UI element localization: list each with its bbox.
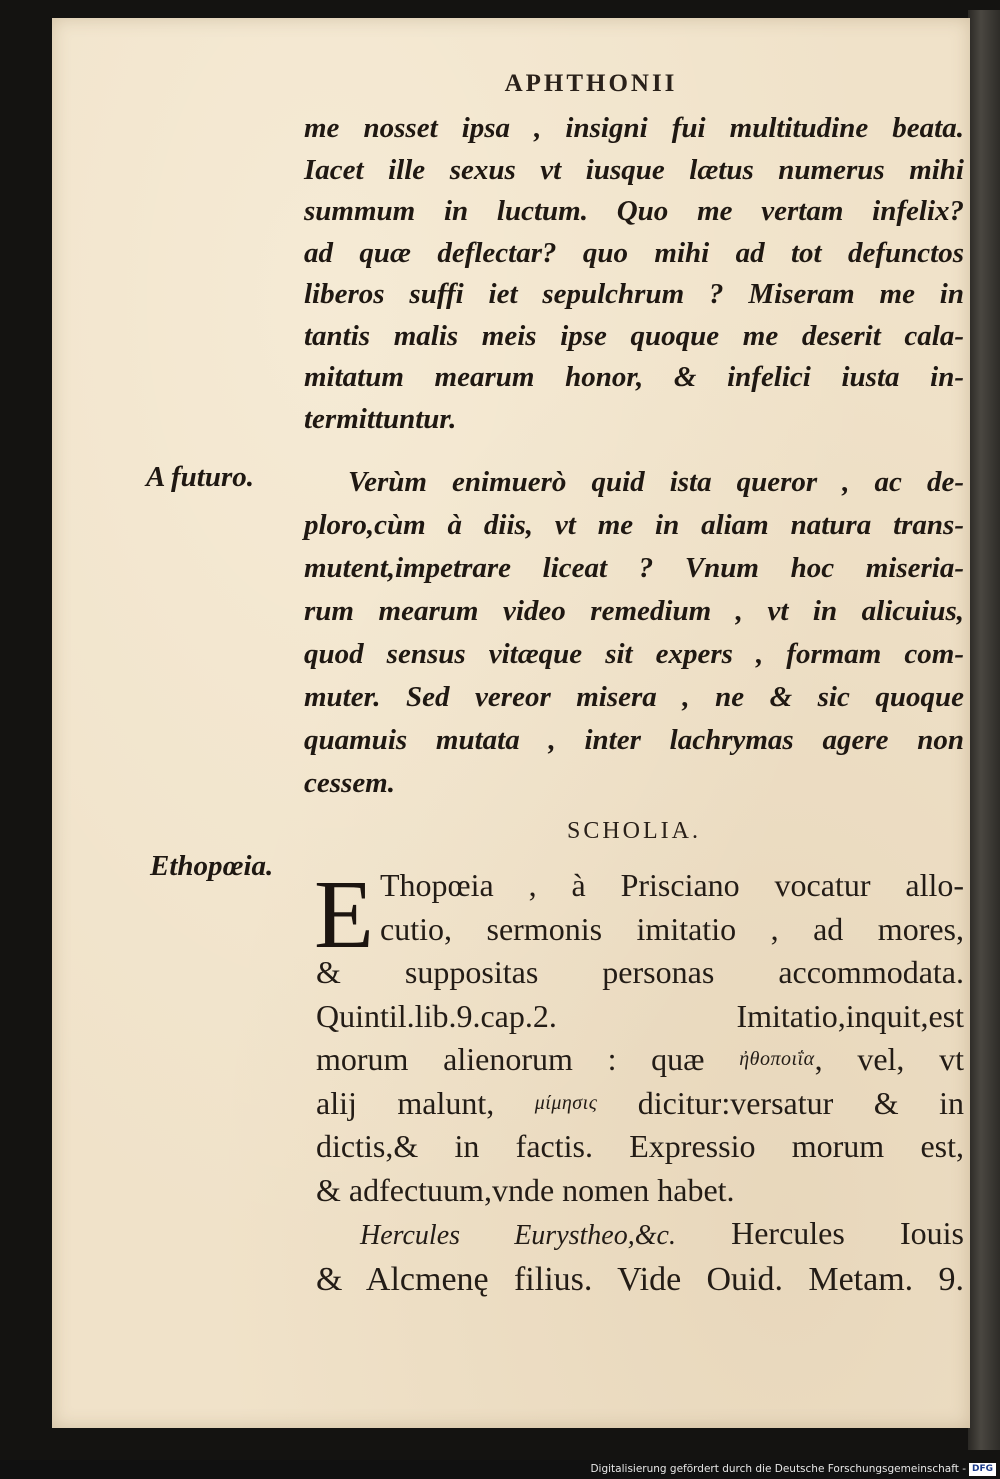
text-line <box>316 1082 964 1126</box>
text-line: ploro,cùm à diis, vt me in aliam natura trans- <box>304 509 964 541</box>
text-line: rum mearum video remedium , vt in alicuius, <box>304 595 964 627</box>
text-line: Iacet ille sexus vt iusque lætus numerus mihi <box>304 153 964 186</box>
text-line: mitatum mearum honor, & infelici iusta in- <box>304 361 964 393</box>
text-line: summum in luctum. Quo me vertam infelix? <box>304 195 964 227</box>
book-edge <box>968 10 1000 1450</box>
credit-text: Digitalisierung gefördert durch die Deutsche Forschungsgemeinschaft - <box>590 1463 966 1475</box>
margin-note-ethopoeia: Ethopœia. <box>150 850 274 882</box>
scholia-text <box>314 861 965 1301</box>
text-line: & Alcmenę filius. Vide Ouid. Metam. 9. <box>316 1260 964 1298</box>
text-line: & adfectuum,vnde nomen habet. <box>316 1171 735 1208</box>
book-page <box>52 18 970 1428</box>
text-line: muter. Sed vereor misera , ne & sic quoque <box>304 681 964 713</box>
digitization-credit <box>560 1461 996 1477</box>
text-line: Verùm enimuerò quid ista queror , ac de- <box>348 466 964 498</box>
section-heading-scholia: SCHOLIA. <box>566 818 701 844</box>
text-line: cutio, sermonis imitatio , ad mores, <box>380 910 964 947</box>
text-line: mutent,impetrare liceat ? Vnum hoc miseria- <box>304 552 964 584</box>
text-line: Thopœia , à Prisciano vocatur allo- <box>380 867 964 903</box>
text-line: & suppositas personas accommodata. <box>316 954 964 990</box>
text-line: quamuis mutata , inter lachrymas agere non <box>304 724 964 756</box>
text-segment: dicitur:versatur & in <box>597 1084 965 1121</box>
text-segment: alij malunt, <box>316 1084 535 1121</box>
text-line: cessem. <box>304 767 395 799</box>
greek-word: μίμησις <box>534 1091 598 1114</box>
dfg-logo: DFG <box>969 1463 996 1476</box>
text-line: dictis,& in factis. Expressio morum est, <box>316 1128 964 1164</box>
running-head: APHTHONII <box>504 70 678 97</box>
text-line: tantis malis meis ipse quoque me deserit cala- <box>304 319 964 352</box>
text-segment: , vel, vt <box>814 1041 964 1077</box>
text-line: me nosset ipsa , insigni fui multitudine beata. <box>304 112 964 144</box>
body-text-italic-2 <box>304 461 964 805</box>
text-line: termittuntur. <box>304 402 457 435</box>
reference-line <box>316 1212 964 1258</box>
text-segment: Hercules Iouis <box>675 1215 965 1251</box>
margin-note-future: A futuro. <box>146 461 254 493</box>
lemma-italic: Hercules Eurystheo,&c. <box>360 1220 676 1251</box>
text-line: liberos suffi iet sepulchrum ? Miseram me in <box>304 278 964 310</box>
text-line: quod sensus vitæque sit expers , formam com- <box>304 638 964 670</box>
text-line <box>316 1038 964 1082</box>
drop-cap: E <box>314 861 374 969</box>
text-line: ad quæ deflectar? quo mihi ad tot defunctos <box>304 236 964 269</box>
body-text-italic <box>304 108 964 440</box>
greek-word: ἠθοποιΐα <box>739 1048 815 1070</box>
text-segment: morum alienorum : quæ <box>316 1041 740 1077</box>
text-line: Quintil.lib.9.cap.2. Imitatio,inquit,est <box>316 997 964 1034</box>
